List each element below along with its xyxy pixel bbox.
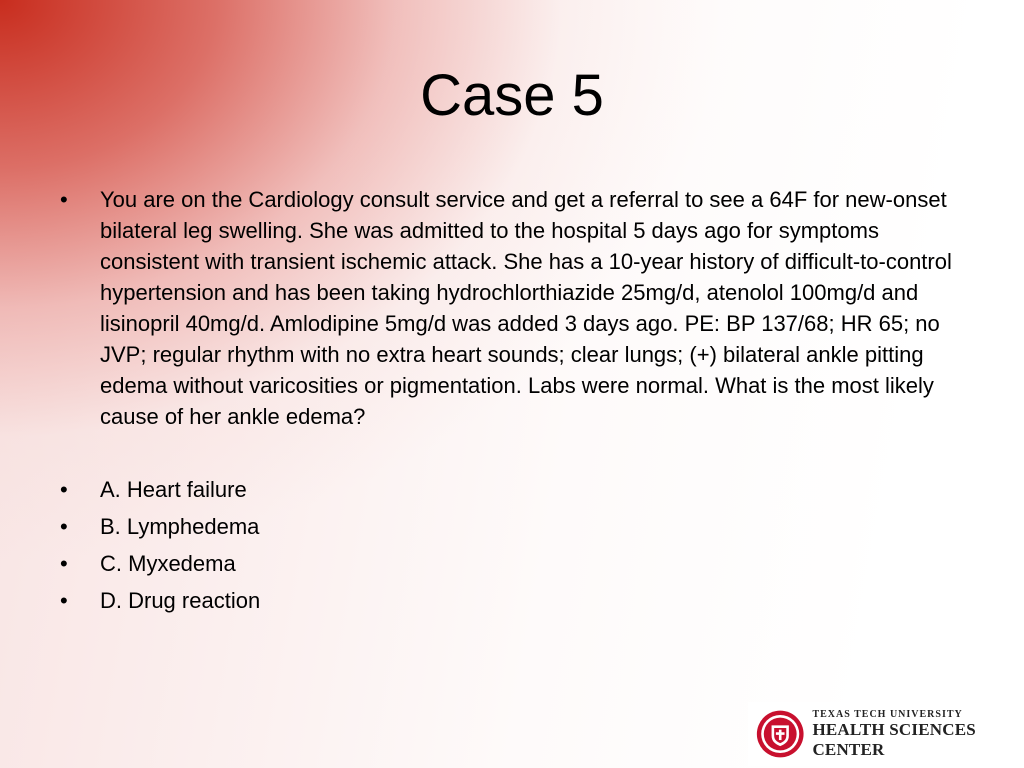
logo-main-line: HEALTH SCIENCES CENTER: [812, 719, 976, 759]
case-stem: [60, 184, 970, 432]
option-a: [60, 474, 970, 505]
option-c: [60, 548, 970, 579]
slide-content: [60, 184, 970, 622]
university-seal-icon: [756, 706, 804, 762]
bullet-icon: •: [60, 551, 68, 576]
logo-top-line: TEXAS TECH UNIVERSITY: [812, 708, 963, 720]
option-b: [60, 511, 970, 542]
slide-title: Case 5: [420, 63, 604, 128]
option-a-text: A. Heart failure: [100, 477, 247, 502]
case-stem-text: You are on the Cardiology consult service and get a referral to see a 64F for new-onset bilateral leg swelling. She was admitted to the hospital 5 days ago for symptoms consistent with transient ischemic attack. She has a 10-year history of difficult-to-control hypertension and has been taking hydrochlorthiazide 25mg/d, atenolol 100mg/d and lisinopril 40mg/d. Amlodipine 5mg/d was added 3 days ago. PE: BP 137/68; HR 65; no JVP; regular rhythm with no extra heart sounds; clear lungs; (+) bilateral ankle pitting edema without varicosities or pigmentation. Labs were normal. What is the most likely cause of her ankle edema?: [100, 187, 952, 429]
institution-logo: [748, 702, 1020, 766]
bullet-icon: •: [60, 187, 68, 212]
bullet-icon: •: [60, 477, 68, 502]
option-b-text: B. Lymphedema: [100, 514, 260, 539]
option-d-text: D. Drug reaction: [100, 588, 261, 613]
bullet-icon: •: [60, 514, 68, 539]
option-d: [60, 585, 970, 616]
option-c-text: C. Myxedema: [100, 551, 236, 576]
bullet-icon: •: [60, 588, 68, 613]
